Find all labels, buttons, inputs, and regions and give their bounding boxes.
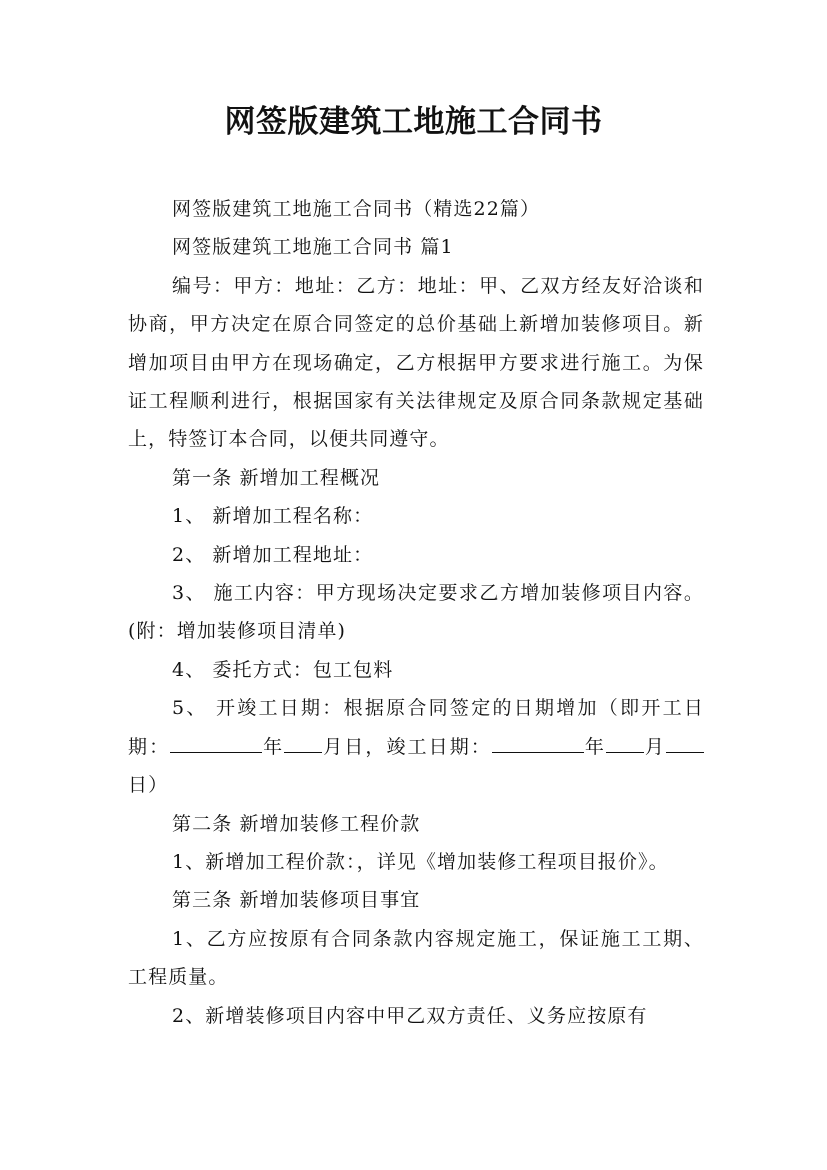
start-year-blank	[170, 734, 262, 753]
end-year-label: 年	[583, 735, 606, 758]
day-close: 日）	[128, 774, 169, 797]
article1-item4: 4、 委托方式：包工包料	[172, 658, 394, 681]
article3-heading: 第三条 新增加装修项目事宜	[172, 889, 421, 912]
article2-item1: 1、新增加工程价款：，详见《增加装修工程项目报价》。	[172, 850, 669, 873]
end-year-blank	[492, 734, 584, 753]
item5-prefix: 5、 开竣工日期：根据原合同签定的日期增加（即开工日期：	[128, 697, 704, 758]
document-title: 网签版建筑工地施工合同书	[224, 104, 603, 140]
article2-heading: 第二条 新增加装修工程价款	[172, 812, 421, 835]
start-year-label: 年	[262, 735, 285, 758]
article1-item3: 3、 施工内容：甲方现场决定要求乙方增加装修项目内容。(附：增加装修项目清单)	[128, 582, 704, 643]
start-month-blank	[284, 734, 322, 753]
intro-paragraph: 编号：甲方：地址：乙方：地址：甲、乙双方经友好洽谈和协商，甲方决定在原合同签定的总价基础上新增加装修项目。新增加项目由甲方在现场确定，乙方根据甲方要求进行施工。为保证工程顺利进行，根据国家有关法律规定及原合同条款规定基础上，特签订本合同，以便共同遵守。	[128, 274, 704, 451]
end-day-blank	[666, 734, 704, 753]
article1-item1: 1、 新增加工程名称：	[172, 505, 374, 528]
end-month-label: 月	[643, 735, 666, 758]
article1-item5	[128, 689, 704, 804]
article1-heading: 第一条 新增加工程概况	[172, 466, 381, 489]
document-body	[128, 190, 704, 1035]
month-day-sep: 月日，竣工日期：	[322, 735, 492, 758]
article3-item1: 1、乙方应按原有合同条款内容规定施工，保证施工工期、工程质量。	[128, 927, 704, 989]
part-heading: 网签版建筑工地施工合同书 篇1	[172, 236, 454, 259]
document-subtitle: 网签版建筑工地施工合同书（精选22篇）	[172, 198, 541, 220]
article1-item2: 2、 新增加工程地址：	[172, 543, 374, 566]
article3-item2: 2、新增装修项目内容中甲乙双方责任、义务应按原有	[172, 1004, 648, 1027]
end-month-blank	[606, 734, 644, 753]
